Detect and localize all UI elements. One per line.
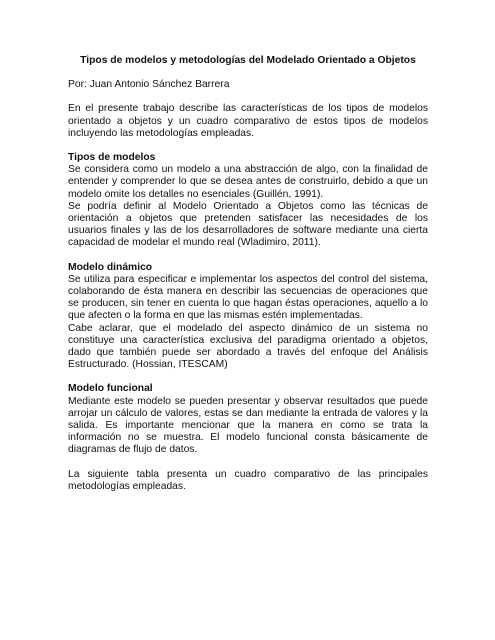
section-modelo-funcional: [68, 383, 428, 456]
author-line: Por: Juan Antonio Sánchez Barrera: [68, 79, 230, 91]
closing-paragraph: La siguiente tabla presenta un cuadro comparativo de las principales metodologías empleadas.: [68, 468, 428, 492]
section-paragraph: Mediante este modelo se pueden presentar y observar resultados que puede arrojar un cálculo de valores, estas se dan mediante la entrada de valores y la salida. Es importante mencionar que la manera en como se trata la información no se muestra. El modelo funcional consta básicamente de diagramas de flujo de datos.: [68, 395, 428, 456]
section-paragraph: Se considera como un modelo a una abstracción de algo, con la finalidad de entender y comprender lo que se desea antes de construirlo, debido a que un modelo omite los detalles no esenciales (Guillén, 1991).: [68, 164, 428, 200]
document-title: Tipos de modelos y metodologías del Modelado Orientado a Objetos: [80, 55, 416, 66]
section-paragraph: Cabe aclarar, que el modelado del aspecto dinámico de un sistema no constituye una característica exclusiva del paradigma orientado a objetos, dado que también puede ser abordado a través del enfoque del Análisis Estructurado. (Hossian, ITESCAM): [68, 322, 428, 371]
section-heading: Modelo funcional: [68, 383, 153, 395]
document-body: [68, 55, 428, 493]
section-heading: Modelo dinámico: [68, 261, 153, 273]
section-paragraph: Se podría definir al Modelo Orientado a Objetos como las técnicas de orientación a objetos que pretenden satisfacer las necesidades de los usuarios finales y las de los desarrolladores de software mediante una cierta capacidad de modelar el mundo real (Wladimiro, 2011).: [68, 200, 428, 249]
section-tipos-de-modelos: [68, 152, 428, 250]
intro-paragraph: En el presente trabajo describe las características de los tipos de modelos orientado a objetos y un cuadro comparativo de estos tipos de modelos incluyendo las metodologías empleadas.: [68, 103, 428, 139]
section-heading: Tipos de modelos: [68, 152, 156, 164]
section-paragraph: Se utiliza para especificar e implementar los aspectos del control del sistema, colaborando de ésta manera en describir las secuencias de operaciones que se producen, sin tener en cuenta lo que hagan éstas operaciones, aquello a lo que afecten o la forma en que las mismas estén implementadas.: [68, 273, 428, 322]
section-modelo-dinamico: [68, 262, 428, 372]
